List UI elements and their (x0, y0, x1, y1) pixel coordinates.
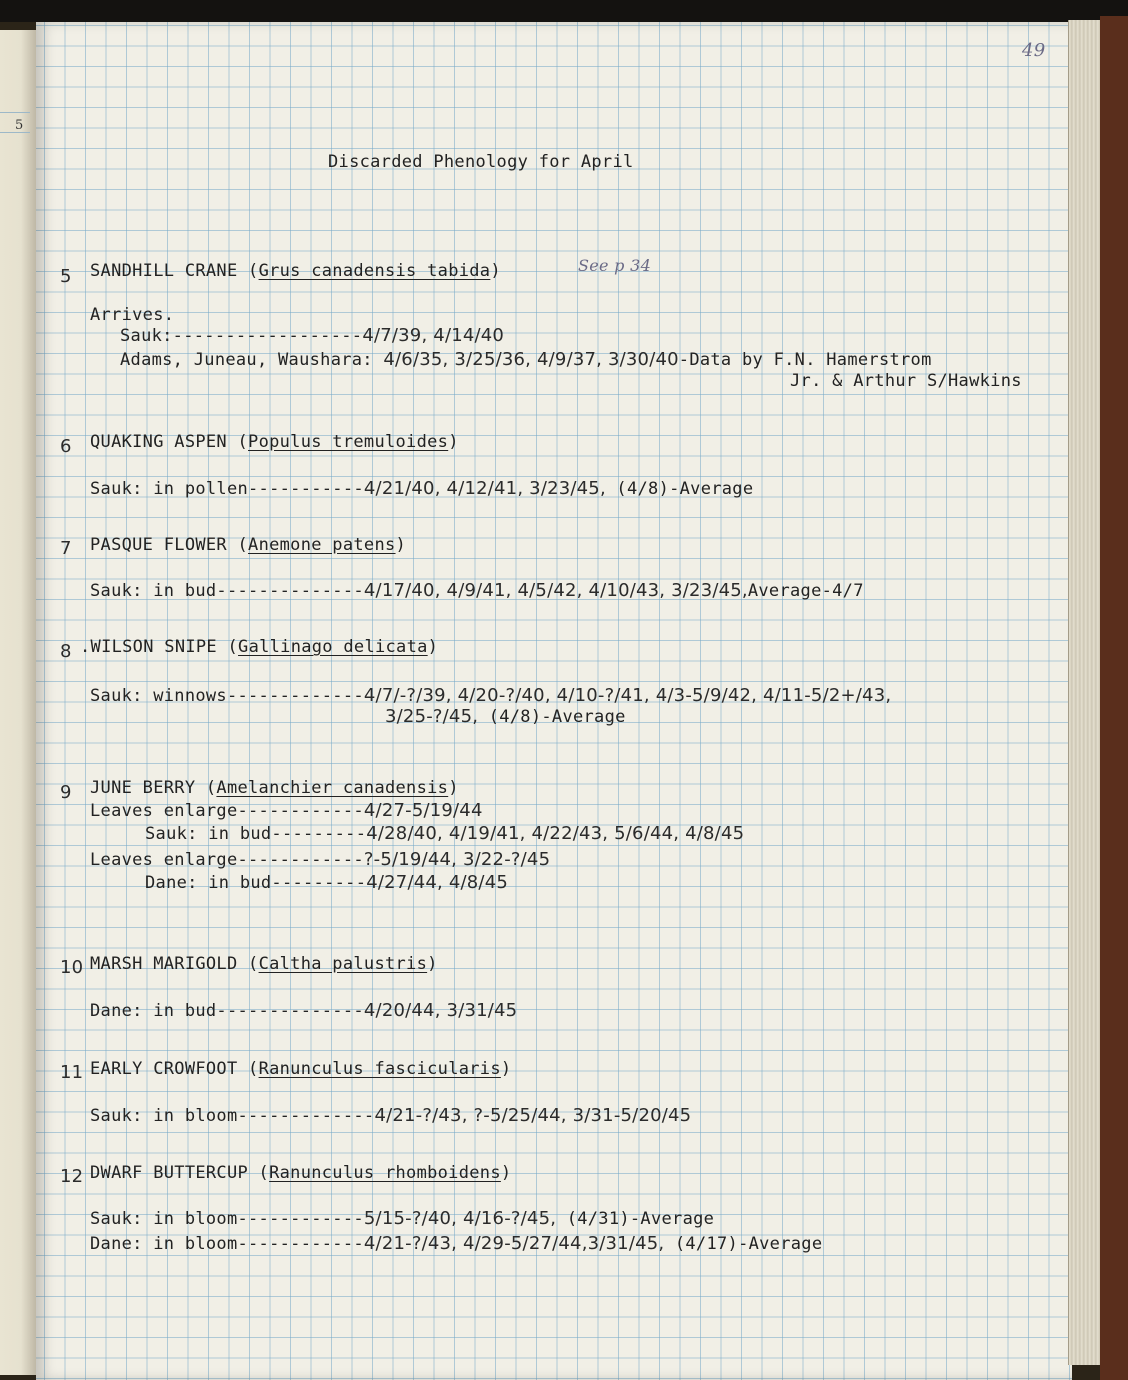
entry-line: 3/25-?/45, (4/8)-Average (385, 706, 626, 727)
latin-name: Amelanchier canadensis (216, 778, 449, 798)
entry-line: Leaves enlarge------------4/27-5/19/44 (90, 800, 483, 821)
entry-line: Dane: in bloom------------4/21-?/43, 4/29-5/27/44,3/31/45, (4/17)-Average (90, 1233, 823, 1254)
margin-note: See p 34 (578, 256, 652, 275)
entry-line: Sauk: in bloom-------------4/21-?/43, ?-5/25/44, 3/31-5/20/45 (90, 1105, 692, 1126)
page-number: 49 (1022, 40, 1046, 61)
entry-number: 7 (60, 538, 72, 559)
entry-line: Jr. & Arthur S/Hawkins (790, 371, 1022, 391)
entry-heading: .WILSON SNIPE (Gallinago delicata) (80, 637, 439, 657)
entry-heading: MARSH MARIGOLD (Caltha palustris) (90, 954, 438, 974)
entry-line: Leaves enlarge------------?-5/19/44, 3/22-?/45 (90, 849, 551, 870)
entry-number: 11 (60, 1062, 84, 1083)
entry-heading: SANDHILL CRANE (Grus canadensis tabida) (90, 261, 501, 281)
book-cover (1100, 16, 1128, 1380)
latin-name: Ranunculus rhomboidens (269, 1163, 501, 1183)
page-title: Discarded Phenology for April (328, 152, 634, 172)
entry-line: Dane: in bud--------------4/20/44, 3/31/45 (90, 1000, 518, 1021)
latin-name: Caltha palustris (258, 954, 428, 974)
entry-line: Sauk: in bud---------4/28/40, 4/19/41, 4/22/43, 5/6/44, 4/8/45 (145, 823, 745, 844)
previous-page-edge (0, 30, 39, 1375)
entry-heading: QUAKING ASPEN (Populus tremuloides) (90, 432, 459, 452)
latin-name: Anemone patens (248, 535, 396, 555)
entry-line-label: Arrives. (90, 305, 175, 325)
latin-name: Populus tremuloides (248, 432, 449, 452)
latin-name: Grus canadensis tabida (258, 261, 491, 281)
entry-number: 9 (60, 782, 72, 803)
entry-number: 12 (60, 1166, 84, 1187)
entry-number: 8 (60, 641, 72, 662)
entry-line: Dane: in bud---------4/27/44, 4/8/45 (145, 872, 509, 893)
entry-number: 5 (60, 266, 72, 287)
entry-heading: DWARF BUTTERCUP (Ranunculus rhomboidens) (90, 1163, 512, 1183)
entry-line: Sauk: in pollen-----------4/21/40, 4/12/41, 3/23/45, (4/8)-Average (90, 478, 754, 499)
entry-line: Sauk:------------------4/7/39, 4/14/40 (120, 325, 505, 346)
entry-line: Adams, Juneau, Waushara: 4/6/35, 3/25/36, 4/9/37, 3/30/40-Data by F.N. Hamerstrom (120, 349, 932, 370)
entry-heading: EARLY CROWFOOT (Ranunculus fascicularis) (90, 1059, 512, 1079)
top-shadow (0, 0, 1128, 22)
entry-heading: JUNE BERRY (Amelanchier canadensis) (90, 778, 459, 798)
entry-line: Sauk: in bud--------------4/17/40, 4/9/41, 4/5/42, 4/10/43, 3/23/45,Average-4/7 (90, 580, 864, 601)
entry-line: Sauk: winnows-------------4/7/-?/39, 4/20-?/40, 4/10-?/41, 4/3-5/9/42, 4/11-5/2+/43, (90, 685, 892, 706)
latin-name: Ranunculus fascicularis (258, 1059, 501, 1079)
entry-number: 6 (60, 436, 72, 457)
latin-name: Gallinago delicata (238, 637, 428, 657)
entry-number: 10 (60, 957, 84, 978)
entry-line: Sauk: in bloom------------5/15-?/40, 4/16-?/45, (4/31)-Average (90, 1208, 715, 1229)
entry-heading: PASQUE FLOWER (Anemone patens) (90, 535, 407, 555)
previous-page-number: 5 (15, 118, 24, 133)
